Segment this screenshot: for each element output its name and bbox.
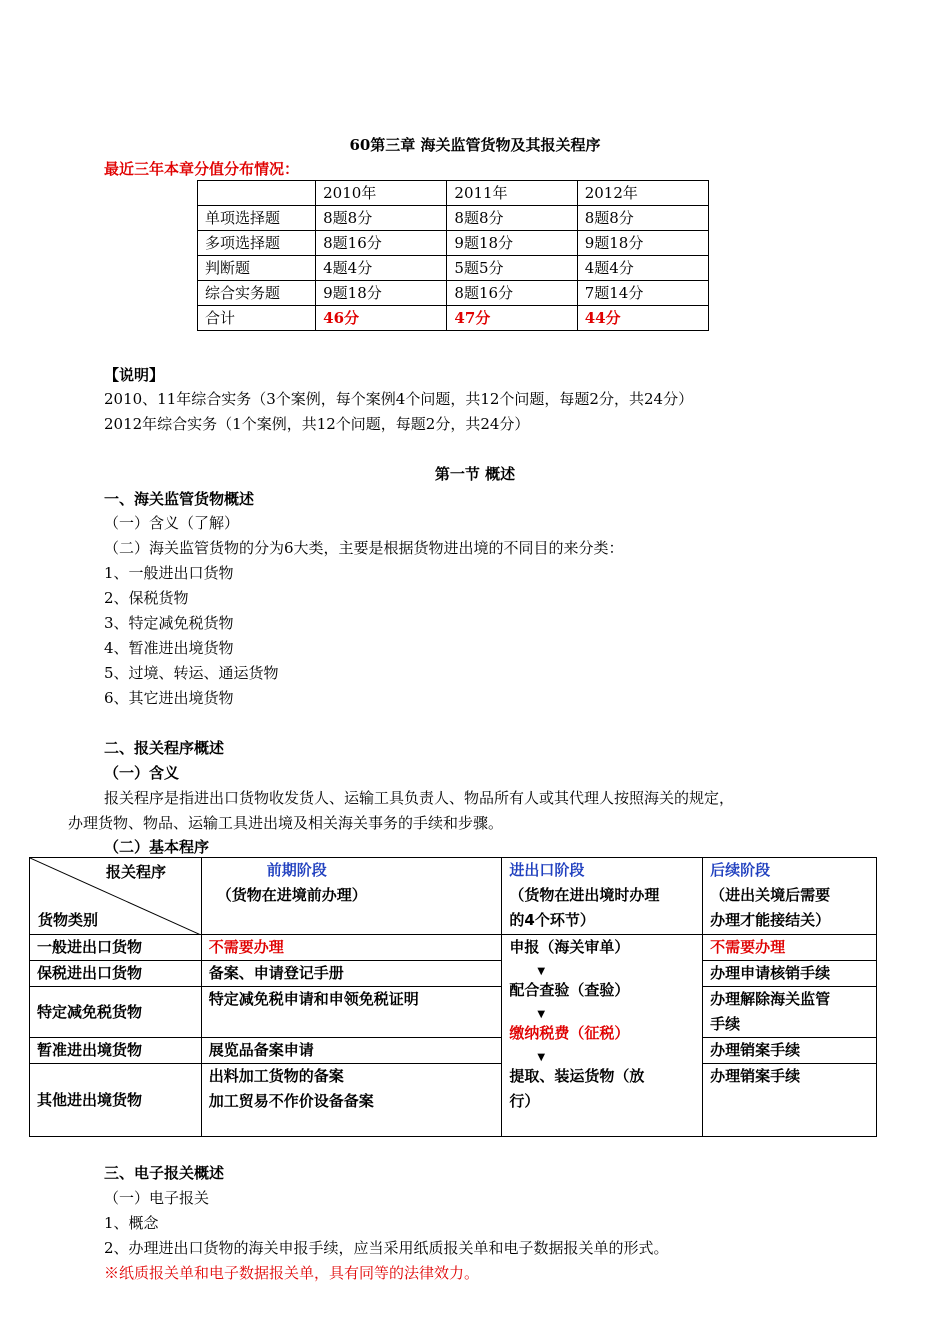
part1-sub1: （一）含义（了解） [104,514,240,532]
total-2012: 44分 [577,306,708,331]
step-release-cont: 行） [509,1092,540,1110]
corner-header-cell [30,858,202,935]
page-title: 60第三章 海关监管货物及其报关程序 [349,136,601,154]
table-header-cell: 2012年 [577,181,708,206]
stage3-desc: （进出关境后需要 [710,886,831,904]
part3-sub1: （一）电子报关 [104,1189,210,1207]
stage2-desc: 的4个环节） [509,911,595,929]
note-line: 2010、11年综合实务（3个案例，每个案例4个问题，共12个问题，每题2分，共24分） [104,390,694,408]
table-cell: 4题4分 [577,256,708,281]
list-item: 1、一般进出口货物 [104,564,234,582]
stage3-title: 后续阶段 [710,861,771,879]
procedure-table [29,857,877,1137]
post-stage-cell [703,987,877,1038]
table-header-cell: 2010年 [316,181,447,206]
table-cell: 7题14分 [577,281,708,306]
table-row [30,935,877,961]
table-row [198,231,709,256]
table-row [30,1038,877,1064]
list-item: 1、概念 [104,1214,159,1232]
step-tax: 缴纳税费（征税） [509,1024,630,1042]
table-cell: 合计 [198,306,316,331]
step-release: 提取、装运货物（放 [509,1067,645,1085]
list-item: 5、过境、转运、通运货物 [104,664,279,682]
paragraph-line: 办理货物、物品、运输工具进出境及相关海关事务的手续和步骤。 [68,814,504,832]
pre-stage-cell: 特定减免税申请和申领免税证明 [201,987,502,1038]
table-cell: 8题8分 [447,206,577,231]
post-stage-cell: 办理销案手续 [703,1064,877,1137]
arrow-down-icon: ▼ [537,966,546,977]
note-line: 2012年综合实务（1个案例，共12个问题，每题2分，共24分） [104,415,530,433]
step-declare: 申报（海关审单） [509,938,630,956]
table-cell: 8题16分 [316,231,447,256]
table-row [30,987,877,1038]
score-table [197,180,709,331]
goods-type-cell: 其他进出境货物 [30,1064,202,1137]
part3-heading: 三、电子报关概述 [104,1164,225,1182]
part1-sub2: （二）海关监管货物的分为6大类，主要是根据货物进出境的不同目的来分类： [104,539,624,557]
post-stage-cell: 不需要办理 [703,935,877,961]
stage2-desc: （货物在进出境时办理 [509,886,660,904]
pre-stage-cell: 展览品备案申请 [201,1038,502,1064]
import-export-steps-cell [502,935,703,1137]
post-stage-cell: 办理销案手续 [703,1038,877,1064]
part3-note: ※纸质报关单和电子数据报关单，具有同等的法律效力。 [104,1264,480,1282]
table-row [30,961,877,987]
total-2010: 46分 [316,306,447,331]
part1-heading: 一、海关监管货物概述 [104,490,255,508]
table-cell: 4题4分 [316,256,447,281]
pre-stage-line: 加工贸易不作价设备备案 [208,1092,374,1110]
goods-type-cell: 一般进出口货物 [30,935,202,961]
total-2011: 47分 [447,306,577,331]
stage-header-cell [502,858,703,935]
part2-heading: 二、报关程序概述 [104,739,225,757]
table-cell: 多项选择题 [198,231,316,256]
post-stage-line: 手续 [710,1015,741,1033]
table-row [198,256,709,281]
post-stage-cell: 办理申请核销手续 [703,961,877,987]
list-item: 6、其它进出境货物 [104,689,234,707]
table-cell: 8题16分 [447,281,577,306]
section-title: 第一节 概述 [434,465,516,483]
pre-stage-cell: 不需要办理 [201,935,502,961]
table-cell: 9题18分 [577,231,708,256]
table-header-cell: 2011年 [447,181,577,206]
goods-type-cell: 特定减免税货物 [30,987,202,1038]
paragraph-line: 报关程序是指进出口货物收发货人、运输工具负责人、物品所有人或其代理人按照海关的规定， [104,789,735,807]
part2-sub2: （二）基本程序 [104,838,210,856]
score-heading: 最近三年本章分值分布情况： [104,160,300,178]
table-total-row [198,306,709,331]
table-cell: 8题8分 [316,206,447,231]
list-item: 2、保税货物 [104,589,189,607]
table-row [198,206,709,231]
table-cell: 9题18分 [447,231,577,256]
table-cell: 5题5分 [447,256,577,281]
note-heading: 【说明】 [104,366,165,384]
table-header-cell [198,181,316,206]
pre-stage-line: 出料加工货物的备案 [208,1067,344,1085]
corner-bottom-label: 货物类别 [38,911,99,929]
stage1-desc: （货物在进境前办理） [216,886,367,904]
post-stage-line: 办理解除海关监管 [710,990,831,1008]
list-item: 4、暂准进出境货物 [104,639,234,657]
stage-header-cell [201,858,502,935]
list-item: 3、特定减免税货物 [104,614,234,632]
table-header-row [198,181,709,206]
goods-type-cell: 保税进出口货物 [30,961,202,987]
stage2-title: 进出口阶段 [509,861,585,879]
list-item: 2、办理进出口货物的海关申报手续，应当采用纸质报关单和电子数据报关单的形式。 [104,1239,669,1257]
arrow-down-icon: ▼ [537,1052,546,1063]
goods-type-cell: 暂准进出境货物 [30,1038,202,1064]
arrow-down-icon: ▼ [537,1009,546,1020]
stage-header-cell [703,858,877,935]
corner-top-label: 报关程序 [106,863,167,881]
pre-stage-cell: 备案、申请登记手册 [201,961,502,987]
stage3-desc: 办理才能接结关） [710,911,831,929]
step-inspection: 配合查验（查验） [509,981,630,999]
part2-sub1: （一）含义 [104,764,180,782]
pre-stage-cell [201,1064,502,1137]
table-cell: 综合实务题 [198,281,316,306]
table-row [198,281,709,306]
table-cell: 判断题 [198,256,316,281]
table-cell: 8题8分 [577,206,708,231]
table-row [30,1064,877,1137]
table-cell: 9题18分 [316,281,447,306]
table-header-row [30,858,877,935]
table-cell: 单项选择题 [198,206,316,231]
stage1-title: 前期阶段 [266,861,327,879]
